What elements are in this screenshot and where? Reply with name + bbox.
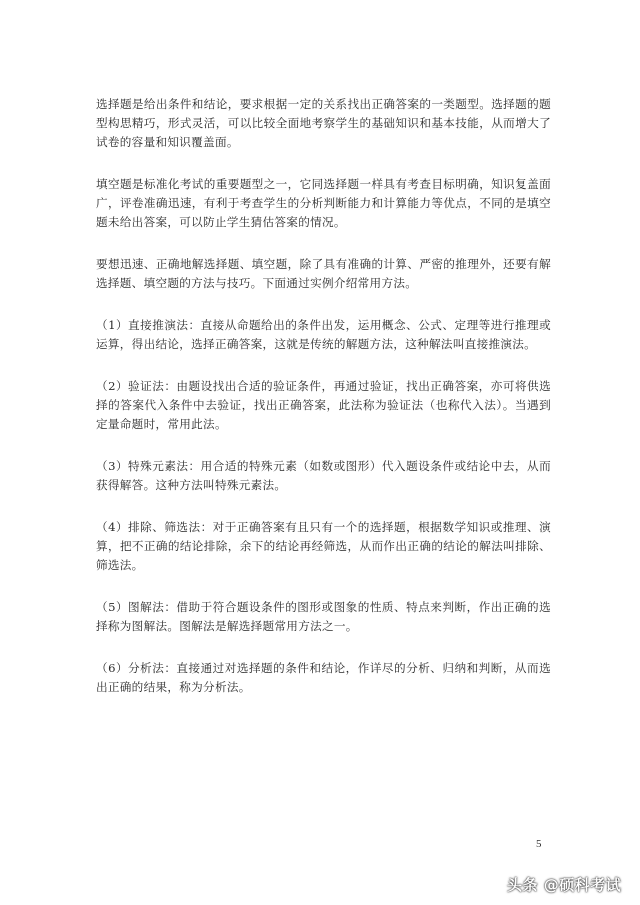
paragraph-intro-choice: 选择题是给出条件和结论，要求根据一定的关系找出正确答案的一类题型。选择题的题型构思精巧，形式灵活，可以比较全面地考察学生的基础知识和基本技能，从而增大了试卷的容量和知识覆盖面。 — [96, 97, 551, 149]
source-watermark: 头条 @硕科考试 — [507, 876, 622, 894]
paragraph-method-analysis: （6）分析法：直接通过对选择题的条件和结论，作详尽的分析、归纳和判断，从而选出正确的结果，称为分析法。 — [96, 661, 551, 694]
page-number: 5 — [536, 838, 542, 850]
paragraph-methods-overview: 要想迅速、正确地解选择题、填空题，除了具有准确的计算、严密的推理外，还要有解选择题、填空题的方法与技巧。下面通过实例介绍常用方法。 — [96, 257, 551, 290]
paragraph-method-special-element: （3）特殊元素法：用合适的特殊元素（如数或图形）代入题设条件或结论中去，从而获得解答。这种方法叫特殊元素法。 — [96, 459, 551, 492]
paragraph-intro-fill-blank: 填空题是标准化考试的重要题型之一，它同选择题一样具有考查目标明确，知识复盖面广，评卷准确迅速，有利于考查学生的分析判断能力和计算能力等优点，不同的是填空题未给出答案，可以防止学生猜估答案的情况。 — [96, 177, 551, 229]
paragraph-method-direct-deduction: （1）直接推演法：直接从命题给出的条件出发，运用概念、公式、定理等进行推理或运算，得出结论，选择正确答案，这就是传统的解题方法，这种解法叫直接推演法。 — [96, 318, 551, 351]
document-body — [96, 95, 551, 720]
paragraph-method-graphical: （5）图解法：借助于符合题设条件的图形或图象的性质、特点来判断，作出正确的选择称为图解法。图解法是解选择题常用方法之一。 — [96, 600, 551, 633]
paragraph-method-elimination: （4）排除、筛选法：对于正确答案有且只有一个的选择题，根据数学知识或推理、演算，把不正确的结论排除，余下的结论再经筛选，从而作出正确的结论的解法叫排除、筛选法。 — [96, 520, 551, 572]
paragraph-method-verification: （2）验证法：由题设找出合适的验证条件，再通过验证，找出正确答案，亦可将供选择的答案代入条件中去验证，找出正确答案，此法称为验证法（也称代入法）。当遇到定量命题时，常用此法。 — [96, 379, 551, 431]
